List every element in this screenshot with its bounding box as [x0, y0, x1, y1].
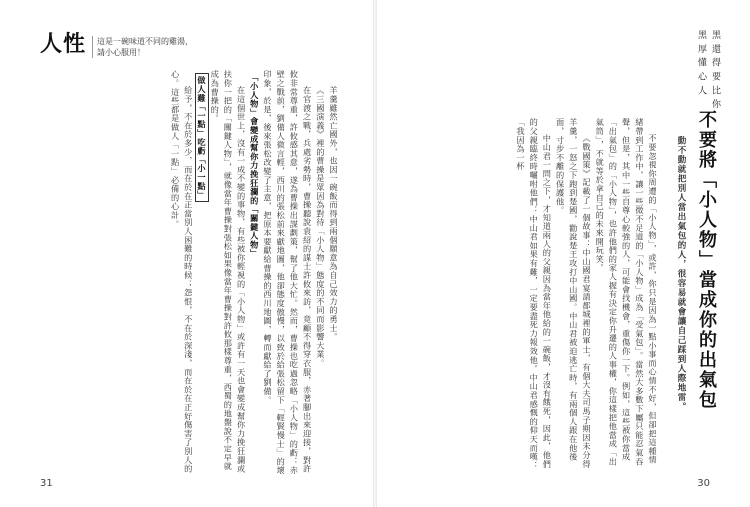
section-heading: 「小人物」會變成幫你力挽狂瀾的「關鍵人物」	[249, 73, 260, 259]
article-title: 不要將「小人物」當成你的出氣包	[696, 110, 717, 410]
chapter-subtitle	[92, 36, 193, 58]
article-subtitle: 動不動就把別人當出氣包的人，很容易就會讓自己踩到人際地雷。	[676, 136, 686, 412]
paragraph: 在官渡之戰，兵處劣勢時，曹操聽說袁紹的謀士許攸來訪，竟顧不得穿衣服，赤著腳出來迎接，對許攸非常尊重，許攸感其意，遂為曹操出謀劃策，幫了他大忙。然而，曹操也吃過忽略「小人物」的虧：赤壁之戰前，劉備人微言輕，西川的張松前來獻地圖，他卻態度傲慢，以致於給張松留下「輕賢慢士」的壞印象，於是，後來張松改變了主意，把原本要獻給曹操的西川地圖，轉而獻給了劉備。	[262, 70, 313, 475]
boxed-heading: 做人難「一點」吃虧「小一點」	[195, 73, 209, 202]
paragraph: 《三國演義》裡的曹操是眾因為對待「小人物」態度的不同而影響大業。	[315, 86, 326, 368]
chapter-subtitle-line-1: 這是一碗味道不同的雞湯，	[97, 37, 194, 46]
paragraph: 給予，不在於多少，而在於在正當別人困難的時候；怨恨，不在於深淺，而在於在正好傷害了別人的心。這些都是做人「一點」必備的心計。	[170, 70, 194, 474]
chapter-title: 人性	[40, 32, 87, 57]
paragraph: 不要忽視你周遭的「小人物」，或許，你只是因為一點小事而心情不好，但卻把這種情緒帶到工作中，讓一些微不足道的「小人物」成為「受氣包」。當然大多數下屬只能忍氣吞聲，但是，其中一些自尊心較強的人，可能會找機會，重傷你一下。例如，這些被你當成「出氣包」的「小人物」，也許他們的家人握有決定你升遷的人事權，你這樣把他當成「出氣筒」，不就等於拿自己的未來開玩笑。	[595, 118, 658, 466]
chapter-subtitle-line-2: 請小心服用！	[97, 48, 146, 57]
book-series-header	[695, 30, 720, 109]
right-page	[375, 0, 750, 507]
series-col-1: 黑 還 得 要 比 你	[710, 30, 720, 110]
article-title-block	[675, 110, 717, 412]
paragraph: 中山君一問之下，才知道兩人的父親因為當年他給的一碗飯，才沒有餓死，因此，他們的父親臨終時囑咐他們：中山君如果有難，一定要盡死力報效他。中山君感慨的仰天而嘆：「我因為一杯	[515, 118, 553, 470]
right-body-text	[397, 118, 659, 473]
paragraph: 《戰國策》記載了一個故事：中山國君宴請都城裡的軍士，有個大夫司馬子期因未分得羊羹，一怒之下跑到楚國，勸說楚王攻打中山國。中山君被迫逃亡時，有兩個人跟在他後面，寸步不離的保護他。	[555, 118, 592, 469]
page-number-right: 30	[697, 478, 710, 489]
paragraph: 在這個世上，沒有一成不變的事物，有些被你輕視的「小人物」或許有一天也會變成幫你力挽狂瀾或扶你一把的「關鍵人物」，就像當年曹操對張松如果像當年曹操對許攸那樣尊重，西蜀的地盤說不定早就成為曹操的。	[210, 70, 247, 474]
left-body-text	[45, 70, 340, 475]
chapter-header	[40, 34, 193, 58]
paragraph: 羊羹雖然亡國外，也因一碗飯而得到兩個願意為自己效力的勇士。	[329, 86, 339, 342]
page-number-left: 31	[40, 478, 53, 489]
series-col-2: 黑 厚 懂 心 人	[696, 30, 706, 96]
